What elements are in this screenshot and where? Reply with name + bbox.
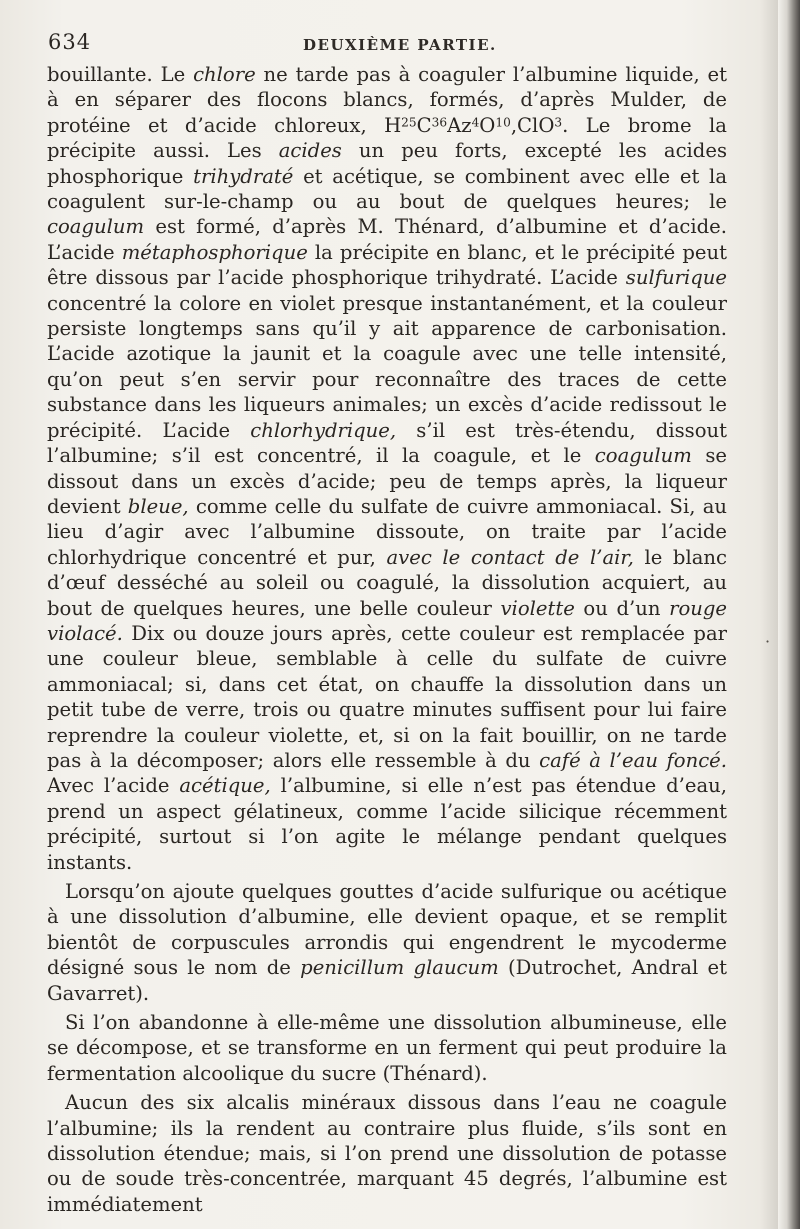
text-run: comme celle du sulfate de cuivre ammoniacal. Si, au lieu d’agir avec l’albumine dissoute, on traite par l’acide chlorhydrique concentré et pur, xyxy=(47,494,727,569)
text-run: est formé, d’après M. Thénard, d’albumine et d’acide. L’acide xyxy=(47,215,727,264)
paragraph xyxy=(47,62,727,875)
formula-superscript: 3 xyxy=(554,115,563,130)
italic-term: café à l’eau foncé. xyxy=(539,748,727,772)
italic-term: rouge violacé. xyxy=(47,596,727,645)
page-binding-shadow xyxy=(778,0,800,1229)
text-run: ,ClO xyxy=(510,113,555,137)
text-run: (Dutrochet, Andral et Gavarret). xyxy=(47,956,727,1005)
margin-dot: · xyxy=(765,632,771,651)
italic-term: acides xyxy=(278,139,342,163)
italic-term: chlorhydrique, xyxy=(250,418,397,442)
formula-superscript: 36 xyxy=(431,115,448,130)
formula-superscript: 25 xyxy=(401,115,417,130)
italic-term: avec le contact de l’air, xyxy=(386,545,634,569)
italic-term: sulfurique xyxy=(625,266,727,290)
text-run: Aucun des six alcalis minéraux dissous dans l’eau ne coagule l’albumine; ils la rendent au contraire plus fluide, s’ils sont en dissolution étendue; mais, si l’on prend une dissolution de potasse ou de soude très-concentrée, marquant 45 degrés, l’albumine est immédiatement xyxy=(47,1091,727,1216)
text-run: l’albumine, si elle n’est pas étendue d’eau, prend un aspect gélatineux, comme l’acide silicique récemment précipité, surtout si l’on agite le mélange pendant quelques instants. xyxy=(47,774,727,874)
text-run: la précipite en blanc, et le précipité peut être dissous par l’acide phosphorique trihydraté. L’acide xyxy=(47,240,727,290)
text-run: s’il est très-étendu, dissout l’albumine; s’il est concentré, il la coagule, et le xyxy=(47,418,727,468)
text-run: bouillante. Le xyxy=(47,63,194,86)
italic-term: coagulum xyxy=(594,444,692,468)
text-run: et acétique, se combinent avec elle et la coagulent sur-le-champ ou au bout de quelques heures; le xyxy=(47,164,727,214)
paragraph xyxy=(47,879,727,1006)
italic-term: bleue, xyxy=(127,494,189,518)
italic-term: métaphosphorique xyxy=(121,240,308,264)
text-run: Az xyxy=(447,113,472,137)
italic-term: chlore xyxy=(193,63,256,86)
formula-superscript: 4 xyxy=(471,115,480,130)
italic-term: coagulum xyxy=(47,215,145,239)
running-head: DEUXIÈME PARTIE. xyxy=(303,36,497,54)
page-header xyxy=(48,30,728,60)
paragraph xyxy=(47,1010,727,1086)
text-run: ne tarde pas à coaguler l’albumine liquide, et à en séparer des flocons blancs, formés, d’après Mulder, de protéine et d’acide chloreux, H xyxy=(47,63,727,137)
text-run: un peu forts, excepté les acides phosphorique xyxy=(47,139,727,188)
italic-term: penicillum glaucum xyxy=(300,956,499,980)
italic-term: acétique, xyxy=(179,774,271,798)
page-number: 634 xyxy=(48,30,92,54)
text-run: . Le brome la précipite aussi. Les xyxy=(47,113,727,163)
text-run: Avec l’acide xyxy=(47,774,180,798)
body-text xyxy=(47,62,727,1217)
text-run: Dix ou douze jours après, cette couleur est remplacée par une couleur bleue, semblable à celle du sulfate de cuivre ammoniacal; si, dans cet état, on chauffe la dissolution dans un petit tube de verre, trois ou quatre minutes suffisent pour lui faire reprendre la couleur violette, et, si on la fait bouillir, on ne tarde pas à la décomposer; alors elle ressemble à du xyxy=(47,621,727,772)
text-run: concentré la colore en violet presque instantanément, et la couleur persiste longtemps sans qu’il y ait apparence de carbonisation. L’acide azotique la jaunit et la coagule avec une telle intensité, qu’on peut s’en servir pour reconnaître des traces de cette substance dans les liqueurs animales; un excès d’acide redissout le précipité. L’acide xyxy=(47,291,727,442)
text-run: le blanc d’œuf desséché au soleil ou coagulé, la dissolution acquiert, au bout de quelques heures, une belle couleur xyxy=(47,545,728,620)
text-run: C xyxy=(416,113,432,137)
text-run: Lorsqu’on ajoute quelques gouttes d’acide sulfurique ou acétique à une dissolution d’albumine, elle devient opaque, et se remplit bientôt de corpuscules arrondis qui engendrent le mycoderme désigné sous le nom de xyxy=(47,880,727,980)
paragraph xyxy=(47,1090,727,1217)
formula-superscript: 10 xyxy=(495,115,511,130)
italic-term: trihydraté xyxy=(193,164,294,188)
text-run: ou d’un xyxy=(574,596,670,620)
text-run: se dissout dans un excès d’acide; peu de temps après, la liqueur devient xyxy=(47,444,727,518)
text-run: O xyxy=(479,113,496,137)
italic-term: violette xyxy=(500,596,575,620)
text-run: Si l’on abandonne à elle-même une dissolution albumineuse, elle se décompose, et se transforme en un ferment qui peut produire la fermentation alcoolique du sucre (Thénard). xyxy=(47,1011,727,1085)
